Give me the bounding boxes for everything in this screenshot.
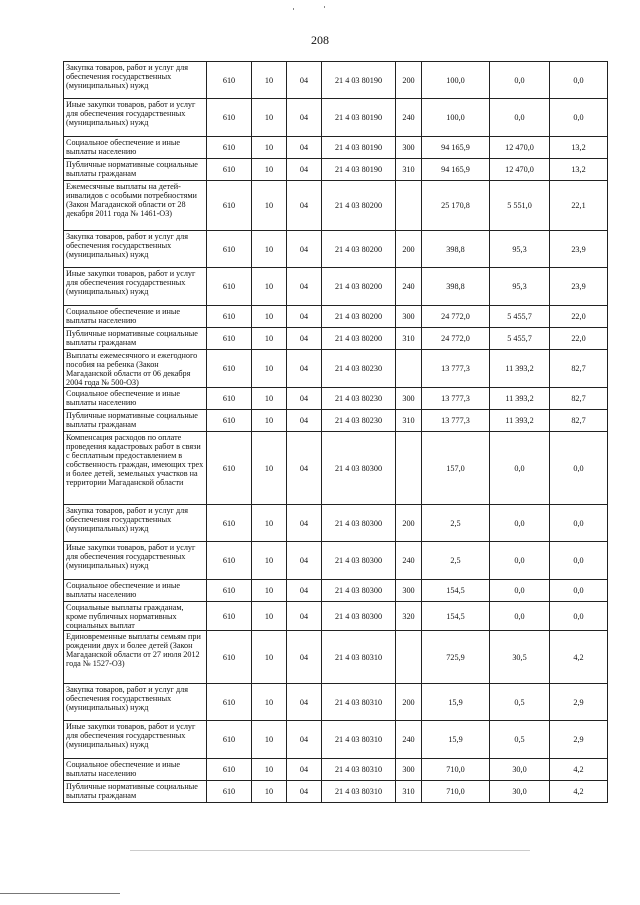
- expense-type-code: [396, 631, 422, 684]
- row-name: Публичные нормативные социальные выплаты гражданам: [64, 410, 207, 432]
- gr-code: 610: [207, 721, 252, 759]
- section-code: 10: [252, 350, 287, 388]
- scan-edge-line: [0, 893, 120, 894]
- executed-amount: 11 393,2: [490, 350, 550, 388]
- expense-type-code: 200: [396, 62, 422, 99]
- subsection-code: 04: [287, 759, 322, 781]
- target-article-code: 21 4 03 80230: [322, 350, 396, 388]
- expense-type-code: 200: [396, 684, 422, 721]
- executed-amount: 30,0: [490, 781, 550, 803]
- gr-code: 610: [207, 781, 252, 803]
- page-number: 208: [311, 33, 329, 47]
- row-name: Выплаты ежемесячного и ежегодного пособия на ребенка (Закон Магаданской области от 06 декабря 2004 года № 500-ОЗ): [64, 350, 207, 388]
- subsection-code: 04: [287, 181, 322, 231]
- executed-amount: 5 551,0: [490, 181, 550, 231]
- row-name: Компенсация расходов по оплате проведения кадастровых работ в связи с бесплатным предоставлением в собственность граждан, имеющих трех и более детей, земельных участков на территории Магаданской области: [64, 432, 207, 505]
- row-name: Публичные нормативные социальные выплаты гражданам: [64, 781, 207, 803]
- gr-code: 610: [207, 388, 252, 410]
- row-name: Социальное обеспечение и иные выплаты населению: [64, 580, 207, 602]
- planned-amount: 154,5: [422, 602, 490, 631]
- table-row: [64, 505, 608, 542]
- subsection-code: 04: [287, 781, 322, 803]
- gr-code: 610: [207, 542, 252, 580]
- gr-code: 610: [207, 350, 252, 388]
- planned-amount: 398,8: [422, 231, 490, 268]
- subsection-code: 04: [287, 631, 322, 684]
- executed-amount: 12 470,0: [490, 137, 550, 159]
- execution-percent: 4,2: [550, 781, 608, 803]
- executed-amount: 5 455,7: [490, 328, 550, 350]
- planned-amount: 15,9: [422, 684, 490, 721]
- target-article-code: 21 4 03 80310: [322, 759, 396, 781]
- executed-amount: 30,5: [490, 631, 550, 684]
- table-row: [64, 684, 608, 721]
- execution-percent: 0,0: [550, 62, 608, 99]
- row-name: Публичные нормативные социальные выплаты гражданам: [64, 328, 207, 350]
- gr-code: 610: [207, 328, 252, 350]
- planned-amount: 25 170,8: [422, 181, 490, 231]
- gr-code: 610: [207, 580, 252, 602]
- row-name: Социальное обеспечение и иные выплаты населению: [64, 759, 207, 781]
- subsection-code: 04: [287, 505, 322, 542]
- table-row: [64, 181, 608, 231]
- subsection-code: 04: [287, 388, 322, 410]
- execution-percent: 22,0: [550, 328, 608, 350]
- row-name: Социальные выплаты гражданам, кроме публичных нормативных социальных выплат: [64, 602, 207, 631]
- target-article-code: 21 4 03 80190: [322, 137, 396, 159]
- row-name: Публичные нормативные социальные выплаты гражданам: [64, 159, 207, 181]
- execution-percent: 0,0: [550, 580, 608, 602]
- section-code: 10: [252, 684, 287, 721]
- planned-amount: 13 777,3: [422, 388, 490, 410]
- execution-percent: 23,9: [550, 268, 608, 306]
- subsection-code: 04: [287, 137, 322, 159]
- planned-amount: 710,0: [422, 759, 490, 781]
- section-code: 10: [252, 759, 287, 781]
- scan-mark: [293, 8, 294, 10]
- executed-amount: 0,5: [490, 684, 550, 721]
- subsection-code: 04: [287, 159, 322, 181]
- expense-type-code: 310: [396, 410, 422, 432]
- execution-percent: 13,2: [550, 159, 608, 181]
- row-name: Единовременные выплаты семьям при рождении двух и более детей (Закон Магаданской области от 27 июля 2012 года № 1527-ОЗ): [64, 631, 207, 684]
- execution-percent: 23,9: [550, 231, 608, 268]
- planned-amount: 15,9: [422, 721, 490, 759]
- planned-amount: 2,5: [422, 542, 490, 580]
- gr-code: 610: [207, 684, 252, 721]
- target-article-code: 21 4 03 80310: [322, 781, 396, 803]
- expense-type-code: 300: [396, 580, 422, 602]
- row-name: Ежемесячные выплаты на детей-инвалидов с особыми потребностями (Закон Магаданской области от 28 декабря 2011 года № 1461-ОЗ): [64, 181, 207, 231]
- section-code: 10: [252, 159, 287, 181]
- planned-amount: 13 777,3: [422, 410, 490, 432]
- section-code: 10: [252, 410, 287, 432]
- executed-amount: 30,0: [490, 759, 550, 781]
- executed-amount: 95,3: [490, 231, 550, 268]
- execution-percent: 22,0: [550, 306, 608, 328]
- section-code: 10: [252, 631, 287, 684]
- execution-percent: 4,2: [550, 759, 608, 781]
- table-row: [64, 781, 608, 803]
- executed-amount: 11 393,2: [490, 410, 550, 432]
- budget-table: [63, 61, 608, 803]
- planned-amount: 100,0: [422, 99, 490, 137]
- execution-percent: 2,9: [550, 721, 608, 759]
- section-code: 10: [252, 231, 287, 268]
- gr-code: 610: [207, 159, 252, 181]
- subsection-code: 04: [287, 268, 322, 306]
- table-row: [64, 350, 608, 388]
- row-name: Закупка товаров, работ и услуг для обеспечения государственных (муниципальных) нужд: [64, 231, 207, 268]
- target-article-code: 21 4 03 80200: [322, 306, 396, 328]
- execution-percent: 2,9: [550, 684, 608, 721]
- subsection-code: 04: [287, 580, 322, 602]
- executed-amount: 0,0: [490, 505, 550, 542]
- table-row: [64, 432, 608, 505]
- expense-type-code: 320: [396, 602, 422, 631]
- gr-code: 610: [207, 631, 252, 684]
- execution-percent: 22,1: [550, 181, 608, 231]
- table-row: [64, 328, 608, 350]
- planned-amount: 100,0: [422, 62, 490, 99]
- expense-type-code: 200: [396, 505, 422, 542]
- executed-amount: 0,0: [490, 432, 550, 505]
- table-row: [64, 306, 608, 328]
- expense-type-code: 240: [396, 268, 422, 306]
- table-row: [64, 602, 608, 631]
- row-name: Иные закупки товаров, работ и услуг для обеспечения государственных (муниципальных) нужд: [64, 268, 207, 306]
- table-row: [64, 759, 608, 781]
- subsection-code: 04: [287, 542, 322, 580]
- expense-type-code: 310: [396, 159, 422, 181]
- target-article-code: 21 4 03 80300: [322, 432, 396, 505]
- target-article-code: 21 4 03 80200: [322, 231, 396, 268]
- executed-amount: 0,0: [490, 542, 550, 580]
- target-article-code: 21 4 03 80300: [322, 505, 396, 542]
- subsection-code: 04: [287, 684, 322, 721]
- planned-amount: 710,0: [422, 781, 490, 803]
- gr-code: 610: [207, 62, 252, 99]
- section-code: 10: [252, 432, 287, 505]
- expense-type-code: 300: [396, 759, 422, 781]
- target-article-code: 21 4 03 80310: [322, 631, 396, 684]
- execution-percent: 82,7: [550, 410, 608, 432]
- target-article-code: 21 4 03 80310: [322, 684, 396, 721]
- execution-percent: 13,2: [550, 137, 608, 159]
- subsection-code: 04: [287, 721, 322, 759]
- subsection-code: 04: [287, 410, 322, 432]
- gr-code: 610: [207, 181, 252, 231]
- target-article-code: 21 4 03 80230: [322, 410, 396, 432]
- planned-amount: 725,9: [422, 631, 490, 684]
- section-code: 10: [252, 268, 287, 306]
- row-name: Закупка товаров, работ и услуг для обеспечения государственных (муниципальных) нужд: [64, 62, 207, 99]
- table-body: [64, 62, 608, 803]
- expense-type-code: 200: [396, 231, 422, 268]
- table-row: [64, 231, 608, 268]
- subsection-code: 04: [287, 328, 322, 350]
- executed-amount: 0,0: [490, 62, 550, 99]
- subsection-code: 04: [287, 306, 322, 328]
- target-article-code: 21 4 03 80300: [322, 542, 396, 580]
- gr-code: 610: [207, 759, 252, 781]
- expense-type-code: [396, 350, 422, 388]
- gr-code: 610: [207, 268, 252, 306]
- execution-percent: 82,7: [550, 350, 608, 388]
- gr-code: 610: [207, 231, 252, 268]
- section-code: 10: [252, 721, 287, 759]
- table-row: [64, 580, 608, 602]
- gr-code: 610: [207, 432, 252, 505]
- table-row: [64, 137, 608, 159]
- executed-amount: 0,5: [490, 721, 550, 759]
- planned-amount: 398,8: [422, 268, 490, 306]
- expense-type-code: 300: [396, 388, 422, 410]
- subsection-code: 04: [287, 62, 322, 99]
- target-article-code: 21 4 03 80200: [322, 181, 396, 231]
- table-row: [64, 388, 608, 410]
- section-code: 10: [252, 781, 287, 803]
- subsection-code: 04: [287, 99, 322, 137]
- target-article-code: 21 4 03 80200: [322, 328, 396, 350]
- table-row: [64, 410, 608, 432]
- table-row: [64, 268, 608, 306]
- execution-percent: 0,0: [550, 432, 608, 505]
- executed-amount: 5 455,7: [490, 306, 550, 328]
- row-name: Иные закупки товаров, работ и услуг для обеспечения государственных (муниципальных) нужд: [64, 721, 207, 759]
- planned-amount: 13 777,3: [422, 350, 490, 388]
- subsection-code: 04: [287, 350, 322, 388]
- executed-amount: 11 393,2: [490, 388, 550, 410]
- gr-code: 610: [207, 410, 252, 432]
- gr-code: 610: [207, 99, 252, 137]
- target-article-code: 21 4 03 80310: [322, 721, 396, 759]
- row-name: Иные закупки товаров, работ и услуг для обеспечения государственных (муниципальных) нужд: [64, 542, 207, 580]
- planned-amount: 24 772,0: [422, 328, 490, 350]
- executed-amount: 12 470,0: [490, 159, 550, 181]
- section-code: 10: [252, 328, 287, 350]
- target-article-code: 21 4 03 80200: [322, 268, 396, 306]
- target-article-code: 21 4 03 80190: [322, 62, 396, 99]
- subsection-code: 04: [287, 231, 322, 268]
- expense-type-code: 310: [396, 328, 422, 350]
- expense-type-code: 240: [396, 721, 422, 759]
- execution-percent: 0,0: [550, 99, 608, 137]
- planned-amount: 94 165,9: [422, 137, 490, 159]
- execution-percent: 0,0: [550, 602, 608, 631]
- execution-percent: 0,0: [550, 542, 608, 580]
- section-code: 10: [252, 388, 287, 410]
- execution-percent: 82,7: [550, 388, 608, 410]
- expense-type-code: [396, 432, 422, 505]
- section-code: 10: [252, 99, 287, 137]
- table-row: [64, 99, 608, 137]
- executed-amount: 95,3: [490, 268, 550, 306]
- expense-type-code: 240: [396, 99, 422, 137]
- gr-code: 610: [207, 306, 252, 328]
- subsection-code: 04: [287, 602, 322, 631]
- executed-amount: 0,0: [490, 602, 550, 631]
- subsection-code: 04: [287, 432, 322, 505]
- scan-edge-line: [130, 850, 530, 851]
- row-name: Иные закупки товаров, работ и услуг для обеспечения государственных (муниципальных) нужд: [64, 99, 207, 137]
- planned-amount: 24 772,0: [422, 306, 490, 328]
- section-code: 10: [252, 542, 287, 580]
- section-code: 10: [252, 505, 287, 542]
- planned-amount: 154,5: [422, 580, 490, 602]
- section-code: 10: [252, 62, 287, 99]
- section-code: 10: [252, 181, 287, 231]
- expense-type-code: 300: [396, 306, 422, 328]
- planned-amount: 2,5: [422, 505, 490, 542]
- gr-code: 610: [207, 505, 252, 542]
- planned-amount: 157,0: [422, 432, 490, 505]
- target-article-code: 21 4 03 80190: [322, 159, 396, 181]
- expense-type-code: 240: [396, 542, 422, 580]
- gr-code: 610: [207, 602, 252, 631]
- row-name: Социальное обеспечение и иные выплаты населению: [64, 388, 207, 410]
- executed-amount: 0,0: [490, 99, 550, 137]
- target-article-code: 21 4 03 80230: [322, 388, 396, 410]
- row-name: Закупка товаров, работ и услуг для обеспечения государственных (муниципальных) нужд: [64, 684, 207, 721]
- expense-type-code: 310: [396, 781, 422, 803]
- target-article-code: 21 4 03 80300: [322, 602, 396, 631]
- section-code: 10: [252, 137, 287, 159]
- expense-type-code: 300: [396, 137, 422, 159]
- scan-mark: [324, 6, 325, 8]
- target-article-code: 21 4 03 80300: [322, 580, 396, 602]
- table-row: [64, 159, 608, 181]
- executed-amount: 0,0: [490, 580, 550, 602]
- row-name: Социальное обеспечение и иные выплаты населению: [64, 137, 207, 159]
- table-row: [64, 631, 608, 684]
- planned-amount: 94 165,9: [422, 159, 490, 181]
- section-code: 10: [252, 602, 287, 631]
- target-article-code: 21 4 03 80190: [322, 99, 396, 137]
- gr-code: 610: [207, 137, 252, 159]
- execution-percent: 4,2: [550, 631, 608, 684]
- table-row: [64, 542, 608, 580]
- row-name: Закупка товаров, работ и услуг для обеспечения государственных (муниципальных) нужд: [64, 505, 207, 542]
- table-row: [64, 721, 608, 759]
- section-code: 10: [252, 580, 287, 602]
- row-name: Социальное обеспечение и иные выплаты населению: [64, 306, 207, 328]
- section-code: 10: [252, 306, 287, 328]
- table-row: [64, 62, 608, 99]
- execution-percent: 0,0: [550, 505, 608, 542]
- expense-type-code: [396, 181, 422, 231]
